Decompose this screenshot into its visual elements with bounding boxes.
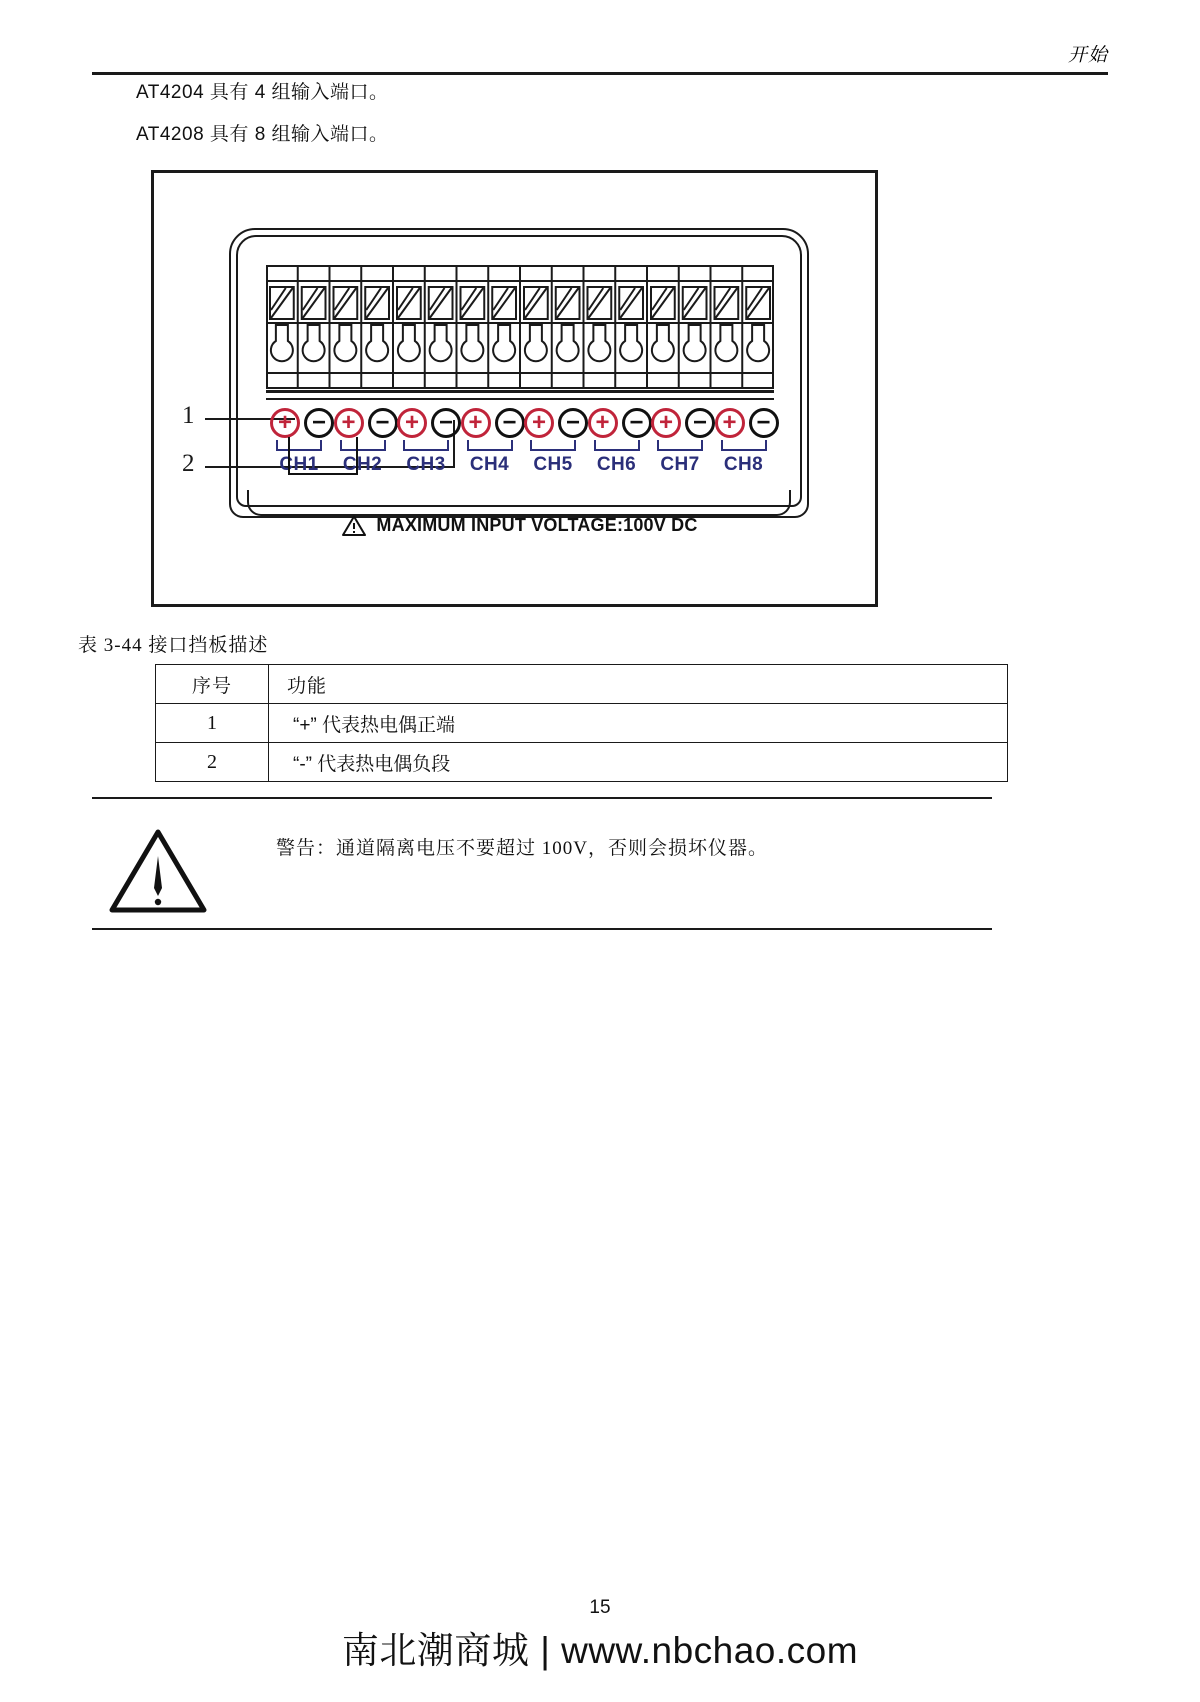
terminal-negative-ch2: − (368, 408, 398, 438)
table-caption: 表 3-44 接口挡板描述 (78, 635, 269, 656)
max-voltage-warning (266, 512, 774, 538)
terminal-negative-ch6: − (622, 408, 652, 438)
warning-triangle-large-icon (108, 828, 208, 914)
table-header-function: 功能 (269, 665, 1008, 704)
page-header (92, 40, 1108, 80)
warning-note-text: 警告：通道隔离电压不要超过 100V，否则会损坏仪器。 (276, 838, 768, 859)
header-divider (92, 72, 1108, 75)
max-voltage-label: MAXIMUM INPUT VOLTAGE:100V DC (376, 514, 698, 535)
channel-bracket-ch6 (594, 440, 640, 451)
terminal-positive-ch2: + (334, 408, 364, 438)
note-divider-top (92, 797, 992, 799)
channel-label-ch5: CH5 (533, 454, 573, 475)
terminal-negative-ch4: − (495, 408, 525, 438)
table-row (156, 743, 1008, 782)
terminal-positive-ch5: + (524, 408, 554, 438)
channel-label-ch3: CH3 (406, 454, 446, 475)
terminal-positive-ch3: + (397, 408, 427, 438)
table-cell-no: 2 (156, 743, 269, 782)
terminal-negative-ch5: − (558, 408, 588, 438)
terminal-negative-ch1: − (304, 408, 334, 438)
header-title: 开始 (1067, 45, 1108, 66)
intro-line-1: AT4204 具有 4 组输入端口。 (136, 82, 389, 103)
channel-1-highlight-box (288, 437, 358, 475)
terminal-positive-ch6: + (588, 408, 618, 438)
channel-label-ch7: CH7 (660, 454, 700, 475)
intro-line-2: AT4208 具有 8 组输入端口。 (136, 124, 389, 145)
channel-label-ch4: CH4 (469, 454, 510, 475)
terminal-negative-ch7: − (685, 408, 715, 438)
table-cell-function: “+” 代表热电偶正端 (269, 704, 1008, 743)
channel-bracket-ch7 (657, 440, 703, 451)
table-header-row (156, 665, 1008, 704)
channel-label-ch8: CH8 (723, 454, 764, 475)
terminal-positive-ch8: + (715, 408, 745, 438)
terminal-positive-ch7: + (651, 408, 681, 438)
channel-bracket-ch5 (530, 440, 576, 451)
terminal-negative-ch3: − (431, 408, 461, 438)
table-cell-function: “-” 代表热电偶负段 (269, 743, 1008, 782)
channel-bracket-ch4 (467, 440, 513, 451)
note-divider-bottom (92, 928, 992, 930)
callout-number-2: 2 (182, 450, 195, 477)
interface-panel-description-table (155, 664, 1008, 782)
terminal-base-line-upper (266, 390, 774, 393)
terminal-positive-ch1: + (270, 408, 300, 438)
terminal-positive-ch4: + (461, 408, 491, 438)
warning-triangle-icon (342, 515, 366, 536)
channel-label-ch1: CH1 (279, 454, 319, 475)
table-cell-no: 1 (156, 704, 269, 743)
channel-label-ch6: CH6 (596, 454, 637, 475)
table-header-no: 序号 (156, 665, 269, 704)
terminal-negative-ch8: − (749, 408, 779, 438)
footer-brand: 南北潮商城 | www.nbchao.com (341, 1630, 859, 1671)
page-number: 15 (589, 1597, 611, 1618)
intro-paragraphs (136, 80, 1016, 164)
channel-label-ch2: CH2 (342, 454, 383, 475)
terminal-cells-graphic (266, 265, 774, 389)
callout-number-1: 1 (182, 402, 195, 429)
terminal-base-line-lower (266, 398, 774, 400)
channel-bracket-ch8 (721, 440, 767, 451)
channel-bracket-ch3 (403, 440, 449, 451)
table-row (156, 704, 1008, 743)
